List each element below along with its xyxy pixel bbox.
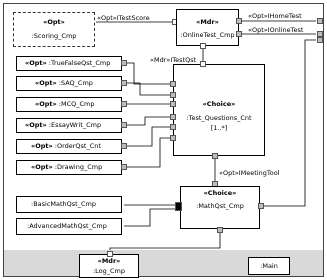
essay-stereotype: «Opt»	[25, 121, 47, 129]
essay-name: :EssayWrit_Cmp	[48, 121, 102, 129]
math-port-bottom	[217, 227, 223, 233]
essay-component[interactable]	[16, 118, 122, 133]
log-stereotype: «Mdr»	[97, 257, 121, 265]
log-component[interactable]	[79, 254, 139, 278]
math-component[interactable]	[180, 186, 260, 229]
log-name: :Log_Cmp	[92, 267, 126, 275]
order-stereotype: «Opt»	[31, 142, 53, 150]
test-questions-port-4	[170, 114, 176, 120]
math-port-left	[175, 202, 182, 211]
mcq-port	[121, 101, 127, 107]
math-port-right	[258, 203, 264, 209]
advanced-math-name: :AdvancedMathQst_Cmp	[27, 222, 107, 230]
drawing-stereotype: «Opt»	[31, 163, 53, 171]
test-questions-name: :Test_Questions_Cnt	[186, 114, 252, 122]
test-questions-port-5	[170, 124, 176, 130]
math-name: :MathQst_Cmp	[196, 202, 244, 210]
test-questions-component[interactable]	[173, 64, 265, 156]
advanced-math-component[interactable]	[16, 218, 122, 235]
home-test-port	[317, 18, 323, 24]
test-qst-label: «Mdr»ITestQst	[150, 56, 197, 64]
truefalse-stereotype: «Opt»	[25, 59, 47, 67]
mcq-component[interactable]	[16, 97, 122, 112]
main-component[interactable]	[248, 257, 290, 275]
drawing-port	[121, 164, 127, 170]
test-questions-port-top	[200, 61, 206, 67]
onlinetest-component[interactable]	[176, 9, 239, 46]
saq-port	[121, 80, 127, 86]
main-name: :Main	[260, 262, 278, 270]
drawing-component[interactable]	[16, 160, 122, 175]
onlinetest-stereotype: «Mdr»	[196, 18, 219, 26]
online-test-label: «Opt»IOnlineTest	[248, 26, 304, 34]
truefalse-port	[121, 60, 127, 66]
test-questions-port-bottom	[212, 153, 218, 159]
mcq-stereotype: «Opt»	[35, 100, 57, 108]
test-questions-port-2	[170, 92, 176, 98]
saq-name: :SAQ_Cmp	[58, 79, 93, 87]
order-name: :OrderQst_Cnt	[54, 142, 101, 150]
test-questions-stereotype: «Choice»	[202, 100, 236, 108]
onlinetest-port-right-1	[236, 18, 242, 24]
order-port	[121, 143, 127, 149]
scoring-name: :Scoring_Cmp	[31, 32, 77, 40]
basic-math-name: :BasicMathQst_Cmp	[31, 200, 96, 208]
saq-component[interactable]	[16, 76, 122, 91]
scoring-stereotype: «Opt»	[43, 18, 65, 26]
test-questions-port-6	[170, 135, 176, 141]
mcq-name: :MCQ_Cmp	[58, 100, 95, 108]
saq-stereotype: «Opt»	[35, 79, 57, 87]
onlinetest-name: :OnlineTest_Cmp	[180, 31, 235, 39]
math-edge-port	[317, 37, 323, 43]
truefalse-name: :TrueFalseQst_Cmp	[48, 59, 111, 67]
onlinetest-port-bottom	[200, 43, 206, 49]
test-questions-port-3	[170, 101, 176, 107]
meeting-tool-label: «Opt»IMeetingTool	[219, 169, 280, 177]
test-score-label: «Opt»ITestScore	[97, 14, 150, 22]
essay-port	[121, 122, 127, 128]
test-questions-port-1	[170, 81, 176, 87]
onlinetest-port-right-2	[236, 31, 242, 37]
drawing-name: :Drawing_Cmp	[54, 163, 103, 171]
home-test-label: «Opt»IHomeTest	[248, 12, 302, 20]
log-port	[107, 251, 113, 257]
math-stereotype: «Choice»	[203, 189, 237, 197]
test-questions-multiplicity: [1..*]	[210, 124, 228, 132]
scoring-component[interactable]	[13, 12, 95, 47]
order-component[interactable]	[16, 139, 122, 154]
truefalse-component[interactable]	[16, 56, 122, 71]
basic-math-component[interactable]	[16, 196, 122, 213]
